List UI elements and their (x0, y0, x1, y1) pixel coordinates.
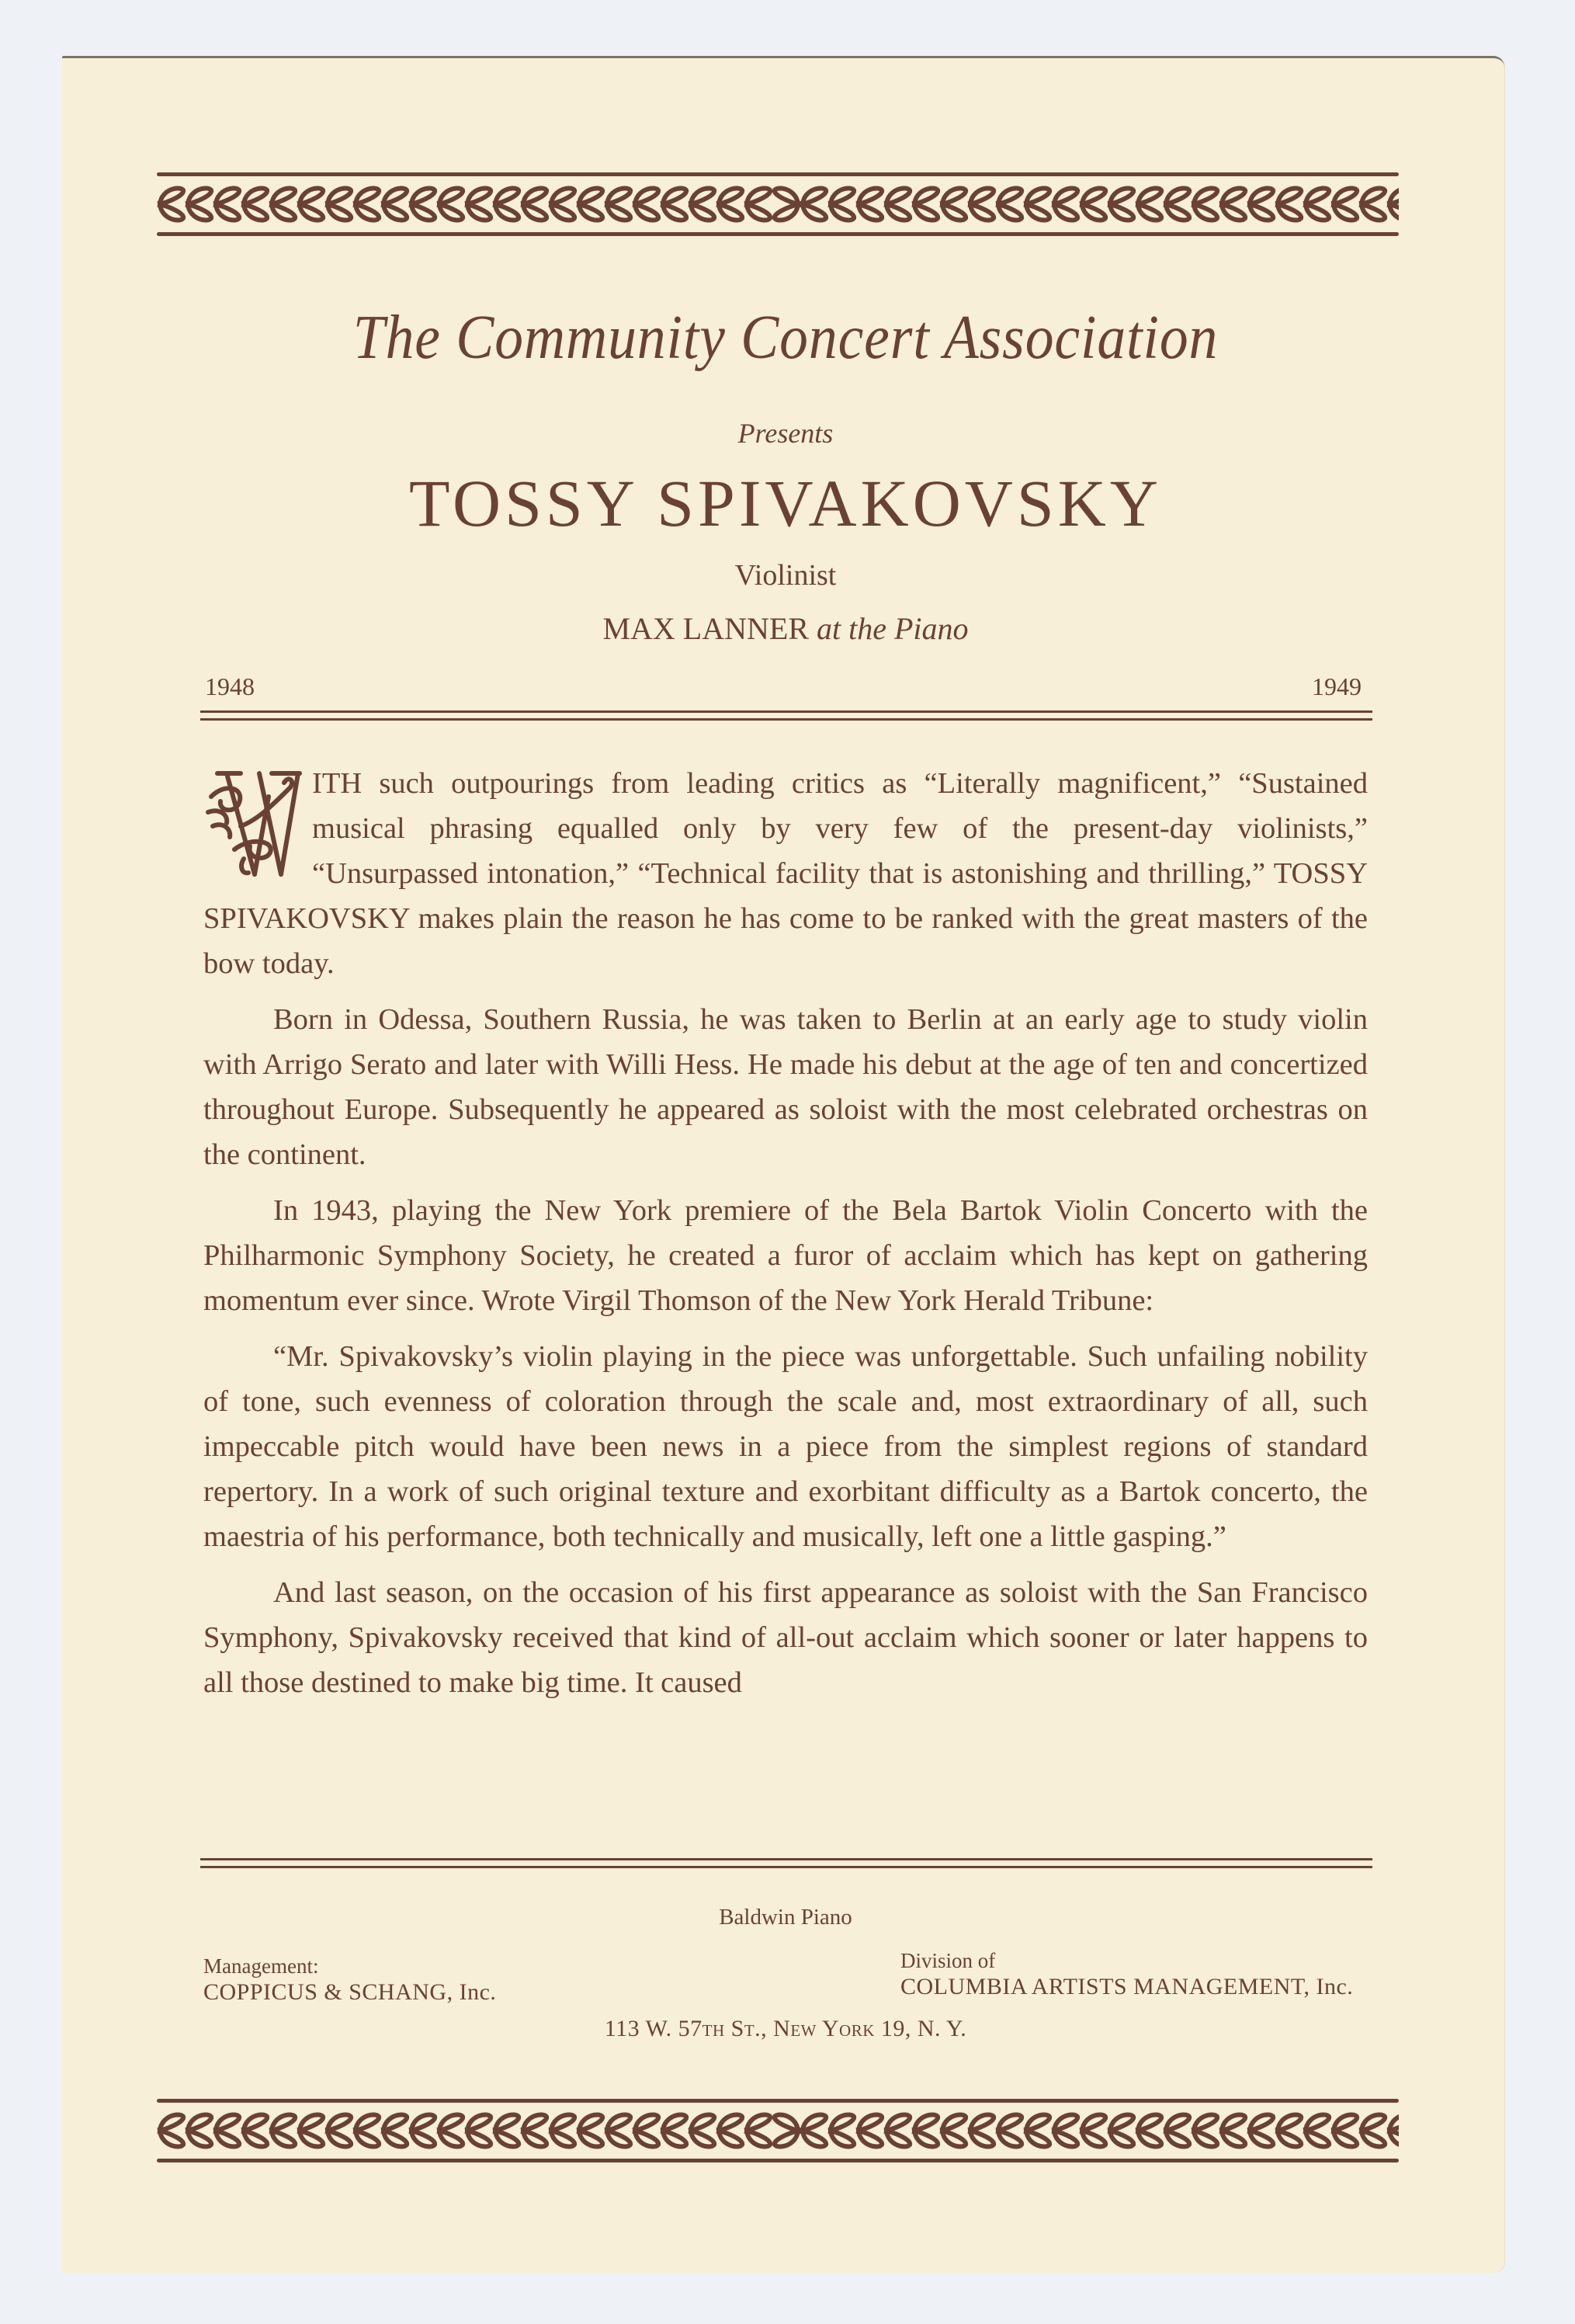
leaf-pair-ornament (1222, 188, 1245, 220)
artist-name: TOSSY SPIVAKOVSKY (409, 466, 1162, 540)
leaf-pair-ornament (383, 188, 407, 220)
leaf-pair-ornament (914, 2114, 938, 2146)
leaf-pair-ornament (579, 2114, 602, 2146)
leaf-pair-ornament (160, 2114, 183, 2146)
leaf-pair-ornament (747, 188, 770, 220)
leaf-pair-ornament (495, 188, 519, 220)
artist-role: Violinist (734, 559, 837, 592)
leaf-pair-ornament (719, 2114, 742, 2146)
leaf-pair-ornament (1222, 2114, 1245, 2146)
leaf-pair-ornament (635, 2114, 658, 2146)
association-title: The Community Concert Association (352, 304, 1219, 372)
leaf-pair-ornament (1082, 188, 1105, 220)
leaf-pair-ornament (691, 188, 714, 220)
leaf-pair-ornament (775, 188, 798, 220)
leaf-pair-ornament (607, 2114, 630, 2146)
leaf-pair-ornament (691, 2114, 714, 2146)
piano-sponsor: Baldwin Piano (719, 1905, 852, 1930)
leaf-pair-ornament (328, 188, 351, 220)
border-rule (157, 2099, 1399, 2103)
management-address: 113 W. 57th St., New York 19, N. Y. (604, 2016, 967, 2041)
leaf-pair-ornament (160, 188, 183, 220)
leaf-pair-ornament (188, 188, 211, 220)
bottom-ornamental-border (157, 2099, 1399, 2162)
leaf-pair-ornament (1026, 188, 1049, 220)
paragraph-intro (203, 761, 1368, 986)
leaf-pair-ornament (300, 2114, 323, 2146)
leaf-pair-ornament (1306, 2114, 1329, 2146)
leaf-pair-ornament (1082, 2114, 1105, 2146)
leaf-pair-ornament (328, 2114, 351, 2146)
leaf-pair-ornament (467, 188, 491, 220)
leaf-pair-ornament (1054, 2114, 1077, 2146)
leaf-pair-ornament (859, 2114, 882, 2146)
paragraph-text: ITH such outpourings from leading critics as “Literally magnificent,” “Sustained musical phrasing equalled only by very few of the present-day violinists,” “Unsurpassed intonation,” “Technical facility that is astonishing and thrilling,” TOSSY SPIVAKOVSKY makes plain the reason he has come to be ranked with the great masters of the bow today. (203, 767, 1368, 980)
top-ornamental-border (157, 172, 1399, 236)
leaf-pair-ornament (1278, 188, 1301, 220)
accompanist-role: at the Piano (817, 611, 969, 646)
management-label: Management: (203, 1954, 319, 1978)
division-label: Division of (900, 1949, 996, 1972)
leaf-pair-ornament (1110, 188, 1133, 220)
season-start-year: 1948 (205, 672, 255, 700)
leaf-pair-ornament (579, 188, 602, 220)
leaf-pair-ornament (747, 2114, 770, 2146)
leaf-pair-ornament (970, 188, 994, 220)
leaf-pair-ornament (1166, 2114, 1189, 2146)
border-rule (157, 2159, 1399, 2162)
season-end-year: 1949 (1312, 672, 1362, 700)
border-rule (157, 232, 1399, 236)
ornamental-dropcap-w-icon (203, 766, 304, 881)
leaf-pair-ornament (467, 2114, 491, 2146)
leaf-pair-ornament (914, 188, 938, 220)
leaf-pair-ornament (1138, 188, 1161, 220)
leaf-pair-ornament (551, 2114, 574, 2146)
footer-divider (200, 1858, 1372, 1868)
leaf-pair-ornament (272, 2114, 295, 2146)
leaf-garland-ornament (157, 2110, 1399, 2151)
leaf-pair-ornament (942, 2114, 966, 2146)
presents-label: Presents (737, 418, 834, 449)
leaf-pair-ornament (886, 188, 910, 220)
leaf-pair-ornament (383, 2114, 407, 2146)
leaf-pair-ornament (244, 188, 267, 220)
leaf-pair-ornament (551, 188, 574, 220)
leaf-pair-ornament (1334, 2114, 1357, 2146)
management-name: COPPICUS & SCHANG, Inc. (203, 1979, 497, 2005)
leaf-pair-ornament (244, 2114, 267, 2146)
leaf-pair-ornament (356, 188, 379, 220)
leaf-pair-ornament (1026, 2114, 1049, 2146)
leaf-pair-ornament (831, 2114, 854, 2146)
leaf-pair-ornament (1054, 188, 1077, 220)
leaf-pair-ornament (607, 188, 630, 220)
leaf-pair-ornament (663, 2114, 686, 2146)
leaf-pair-ornament (216, 188, 239, 220)
leaf-pair-ornament (831, 188, 854, 220)
leaf-pair-ornament (411, 188, 435, 220)
leaf-pair-ornament (1194, 188, 1217, 220)
leaf-pair-ornament (523, 188, 546, 220)
leaf-pair-ornament (1250, 188, 1273, 220)
leaf-pair-ornament (663, 188, 686, 220)
leaf-pair-ornament (1389, 2114, 1399, 2146)
leaf-pair-ornament (803, 2114, 826, 2146)
leaf-pair-ornament (1278, 2114, 1301, 2146)
leaf-pair-ornament (803, 188, 826, 220)
leaf-pair-ornament (1306, 188, 1329, 220)
leaf-pair-ornament (188, 2114, 211, 2146)
paragraph-bartok-premiere: In 1943, playing the New York premiere of the Bela Bartok Violin Concerto with the Philharmonic Symphony Society, he created a furor of acclaim which has kept on gathering momentum ever since. Wrote Virgil Thomson of the New York Herald Tribune: (203, 1194, 1368, 1317)
accompanist-name: MAX LANNER (602, 611, 809, 646)
leaf-pair-ornament (1389, 188, 1399, 220)
paragraph-critic-quote: “Mr. Spivakovsky’s violin playing in the piece was unforgettable. Such unfailing nobility of tone, such evenness of coloration through the scale and, most extraordinary of all, such impeccable pitch would have been news in a piece from the simplest regions of standard repertory. In a work of such original texture and exorbitant difficulty as a Bartok concerto, the maestria of his performance, both technically and musically, left one a little gasping.” (203, 1340, 1368, 1553)
leaf-pair-ornament (1334, 188, 1357, 220)
leaf-pair-ornament (1110, 2114, 1133, 2146)
leaf-pair-ornament (495, 2114, 519, 2146)
leaf-pair-ornament (439, 2114, 463, 2146)
accompanist-line (203, 613, 1368, 644)
leaf-pair-ornament (998, 2114, 1022, 2146)
leaf-pair-ornament (942, 188, 966, 220)
leaf-pair-ornament (216, 2114, 239, 2146)
leaf-pair-ornament (886, 2114, 910, 2146)
management-block (203, 1953, 496, 2006)
leaf-pair-ornament (1138, 2114, 1161, 2146)
leaf-pair-ornament (523, 2114, 546, 2146)
paragraph-early-life: Born in Odessa, Southern Russia, he was taken to Berlin at an early age to study violin with Arrigo Serato and later with Willi Hess. He made his debut at the age of ten and concertized throughout Europe. Subsequently he appeared as soloist with the most celebrated orchestras on the continent. (203, 1003, 1368, 1171)
leaf-pair-ornament (859, 188, 882, 220)
leaf-pair-ornament (1250, 2114, 1273, 2146)
biography-text (203, 761, 1368, 1716)
header-divider (200, 710, 1372, 721)
leaf-pair-ornament (719, 188, 742, 220)
leaf-pair-ornament (439, 188, 463, 220)
leaf-pair-ornament (300, 188, 323, 220)
leaf-pair-ornament (970, 2114, 994, 2146)
leaf-garland-ornament (157, 184, 1399, 224)
leaf-pair-ornament (775, 2114, 798, 2146)
leaf-pair-ornament (1362, 188, 1385, 220)
leaf-pair-ornament (998, 188, 1022, 220)
leaf-pair-ornament (411, 2114, 435, 2146)
leaf-pair-ornament (1166, 188, 1189, 220)
division-block (900, 1947, 1353, 2000)
leaf-pair-ornament (1194, 2114, 1217, 2146)
division-name: COLUMBIA ARTISTS MANAGEMENT, Inc. (900, 1974, 1354, 1999)
leaf-pair-ornament (356, 2114, 379, 2146)
leaf-pair-ornament (272, 188, 295, 220)
leaf-pair-ornament (1362, 2114, 1385, 2146)
paragraph-san-francisco: And last season, on the occasion of his first appearance as soloist with the San Francisco Symphony, Spivakovsky received that kind of all-out acclaim which sooner or later happens to all those destined to make big time. It caused (203, 1576, 1368, 1699)
leaf-pair-ornament (635, 188, 658, 220)
border-rule (157, 172, 1399, 176)
